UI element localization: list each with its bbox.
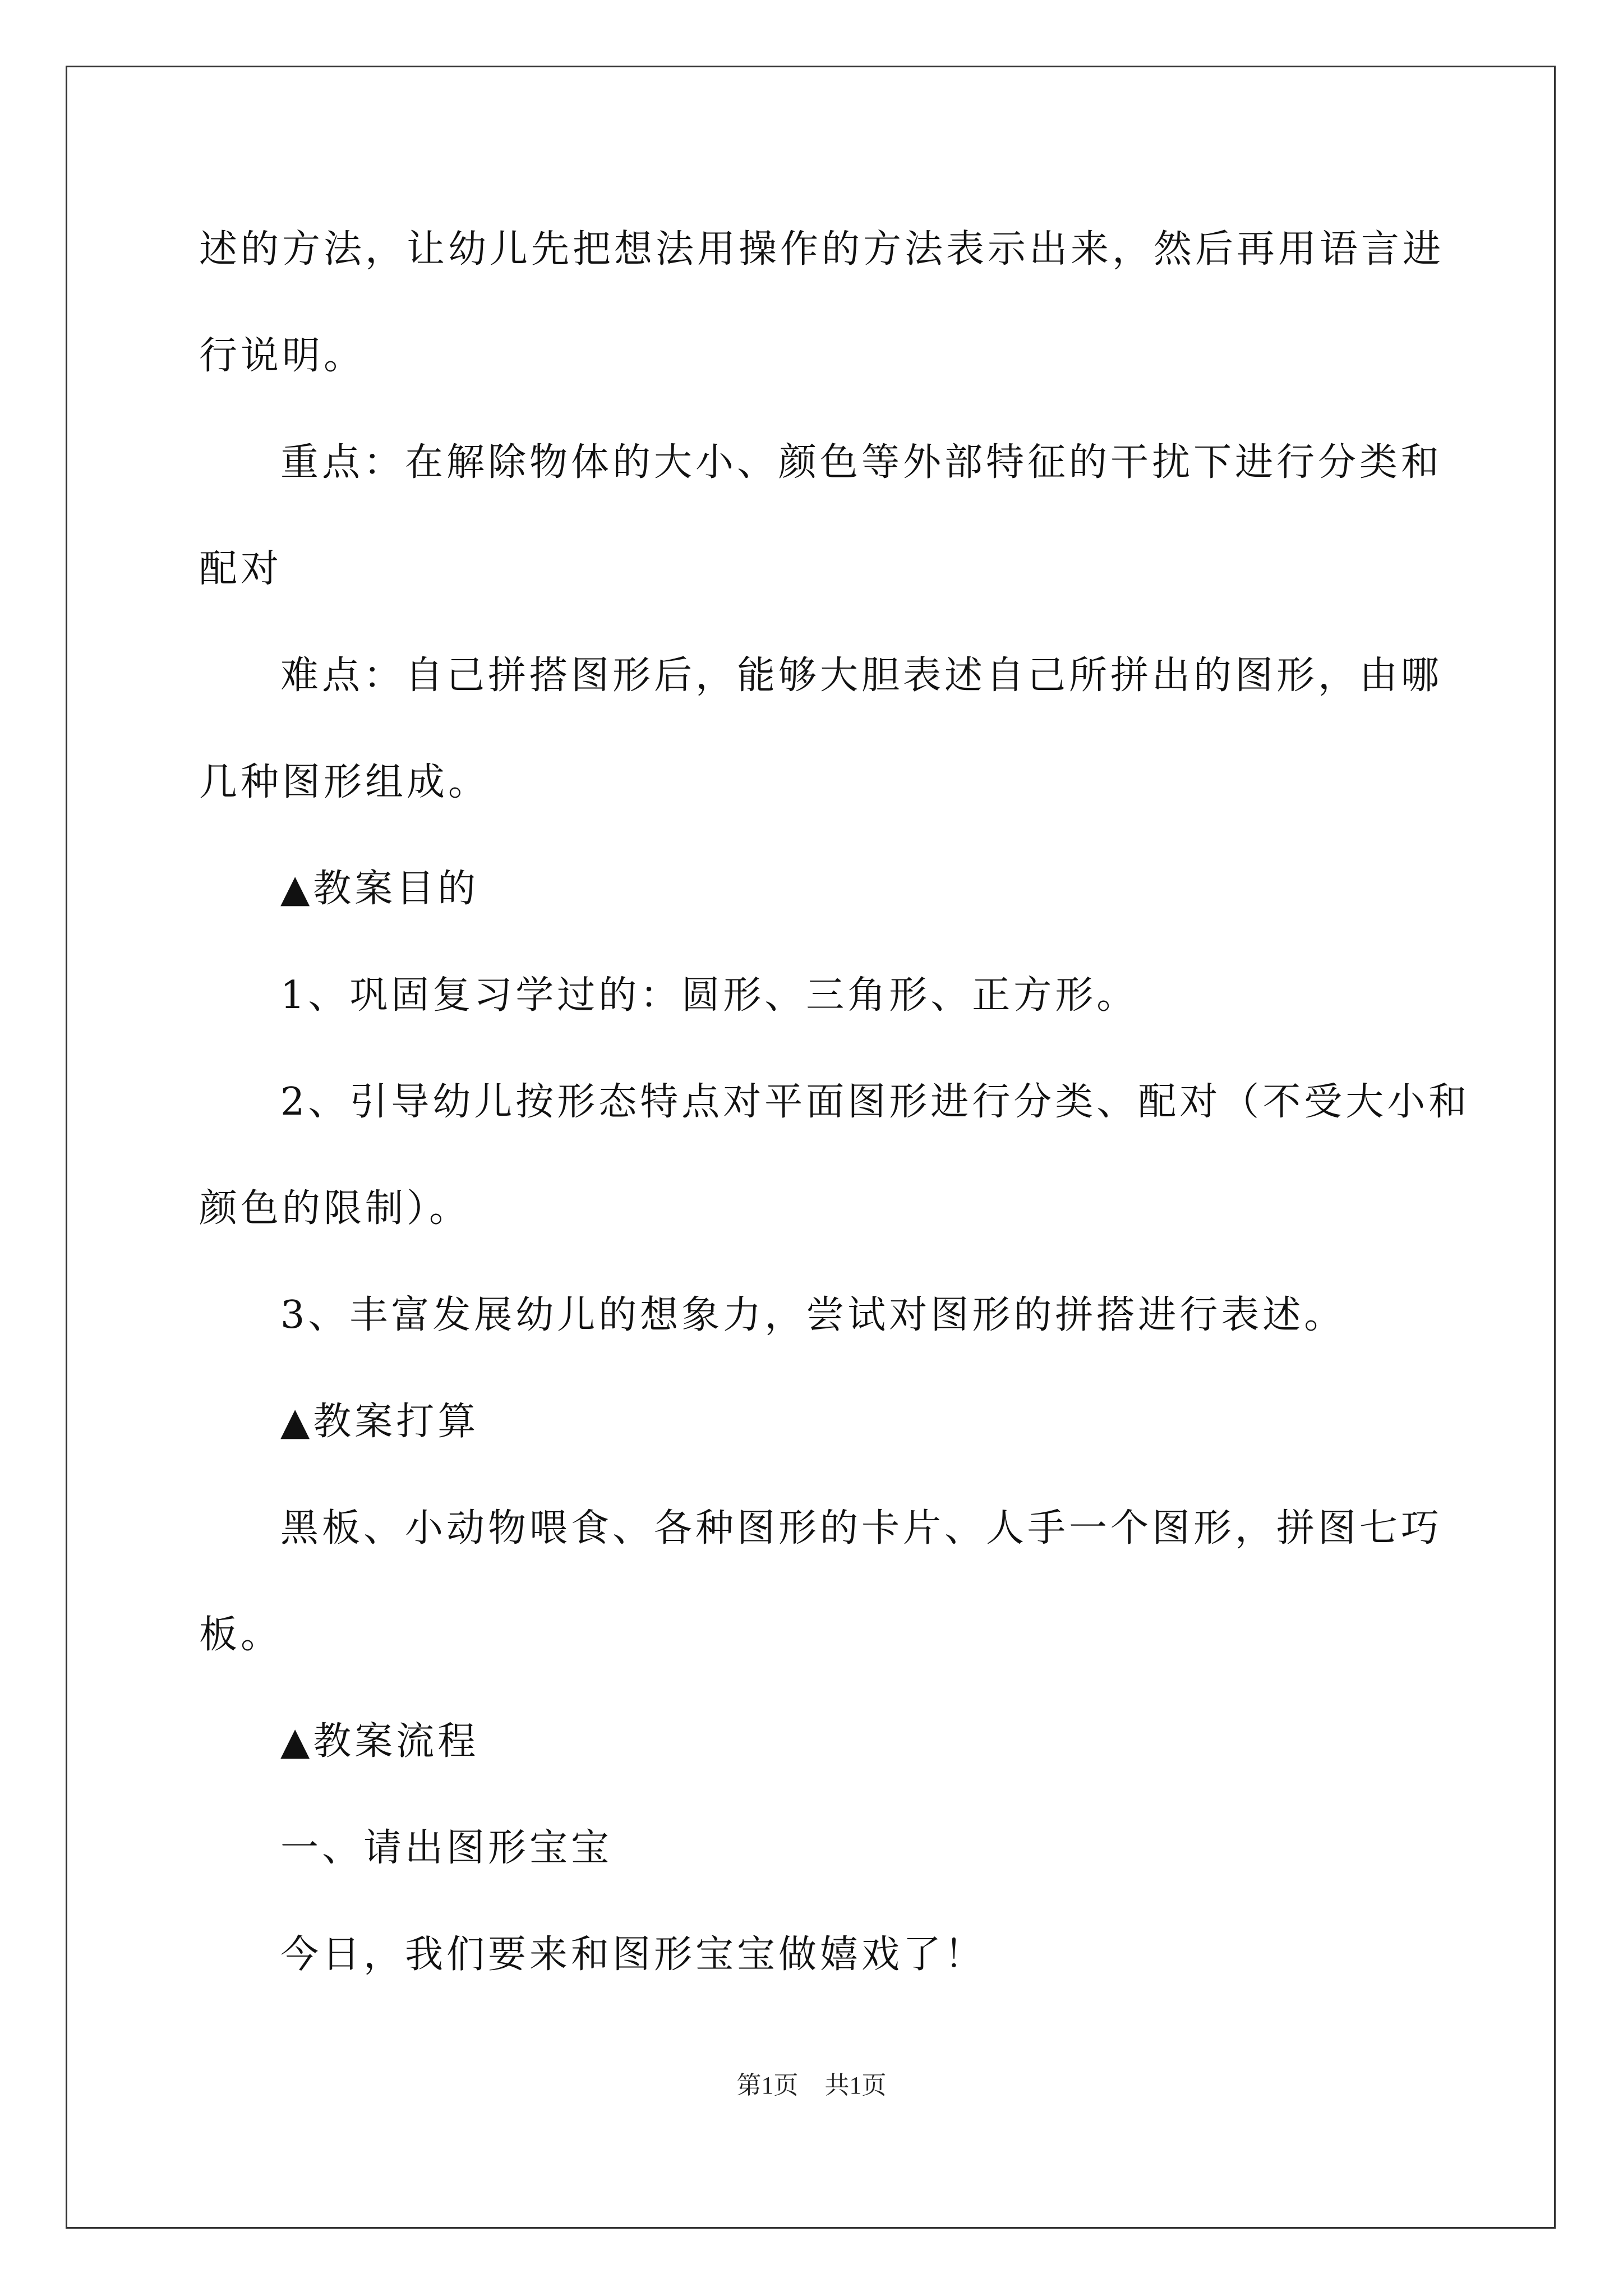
goal-item-2: 2、引导幼儿按形态特点对平面图形进行分类、配对（不受大小和 [280, 1080, 1470, 1124]
goal-item-3: 3、丰富发展幼儿的想象力，尝试对图形的拼搭进行表述。 [280, 1293, 1346, 1337]
total-pages-label: 共1页 [824, 2072, 887, 2099]
page-border [66, 66, 1556, 2229]
paragraph-line: 今日，我们要来和图形宝宝做嬉戏了！ [280, 1932, 986, 1977]
paragraph-line: 述的方法，让幼儿先把想法用操作的方法表示出来，然后再用语言进 [199, 227, 1445, 272]
step-heading-1: 一、请出图形宝宝 [280, 1826, 613, 1870]
section-heading-process: ▲教案流程 [280, 1719, 479, 1764]
section-heading-goals: ▲教案目的 [280, 867, 479, 911]
page-footer [0, 2070, 1623, 2101]
paragraph-line: 配对 [199, 547, 283, 591]
key-point-line: 重点：在解除物体的大小、颜色等外部特征的干扰下进行分类和 [280, 440, 1443, 485]
paragraph-line: 几种图形组成。 [199, 760, 490, 804]
goal-item-1: 1、巩固复习学过的：圆形、三角形、正方形。 [280, 973, 1138, 1018]
paragraph-line: 颜色的限制）。 [199, 1186, 471, 1231]
paragraph-line: 行说明。 [199, 334, 366, 378]
current-page-label: 第1页 [736, 2072, 799, 2099]
materials-line: 黑板、小动物喂食、各种图形的卡片、人手一个图形，拼图七巧 [280, 1506, 1443, 1550]
difficulty-line: 难点：自己拼搭图形后，能够大胆表述自己所拼出的图形，由哪 [280, 654, 1443, 698]
paragraph-line: 板。 [199, 1613, 283, 1657]
section-heading-preparation: ▲教案打算 [280, 1400, 479, 1444]
